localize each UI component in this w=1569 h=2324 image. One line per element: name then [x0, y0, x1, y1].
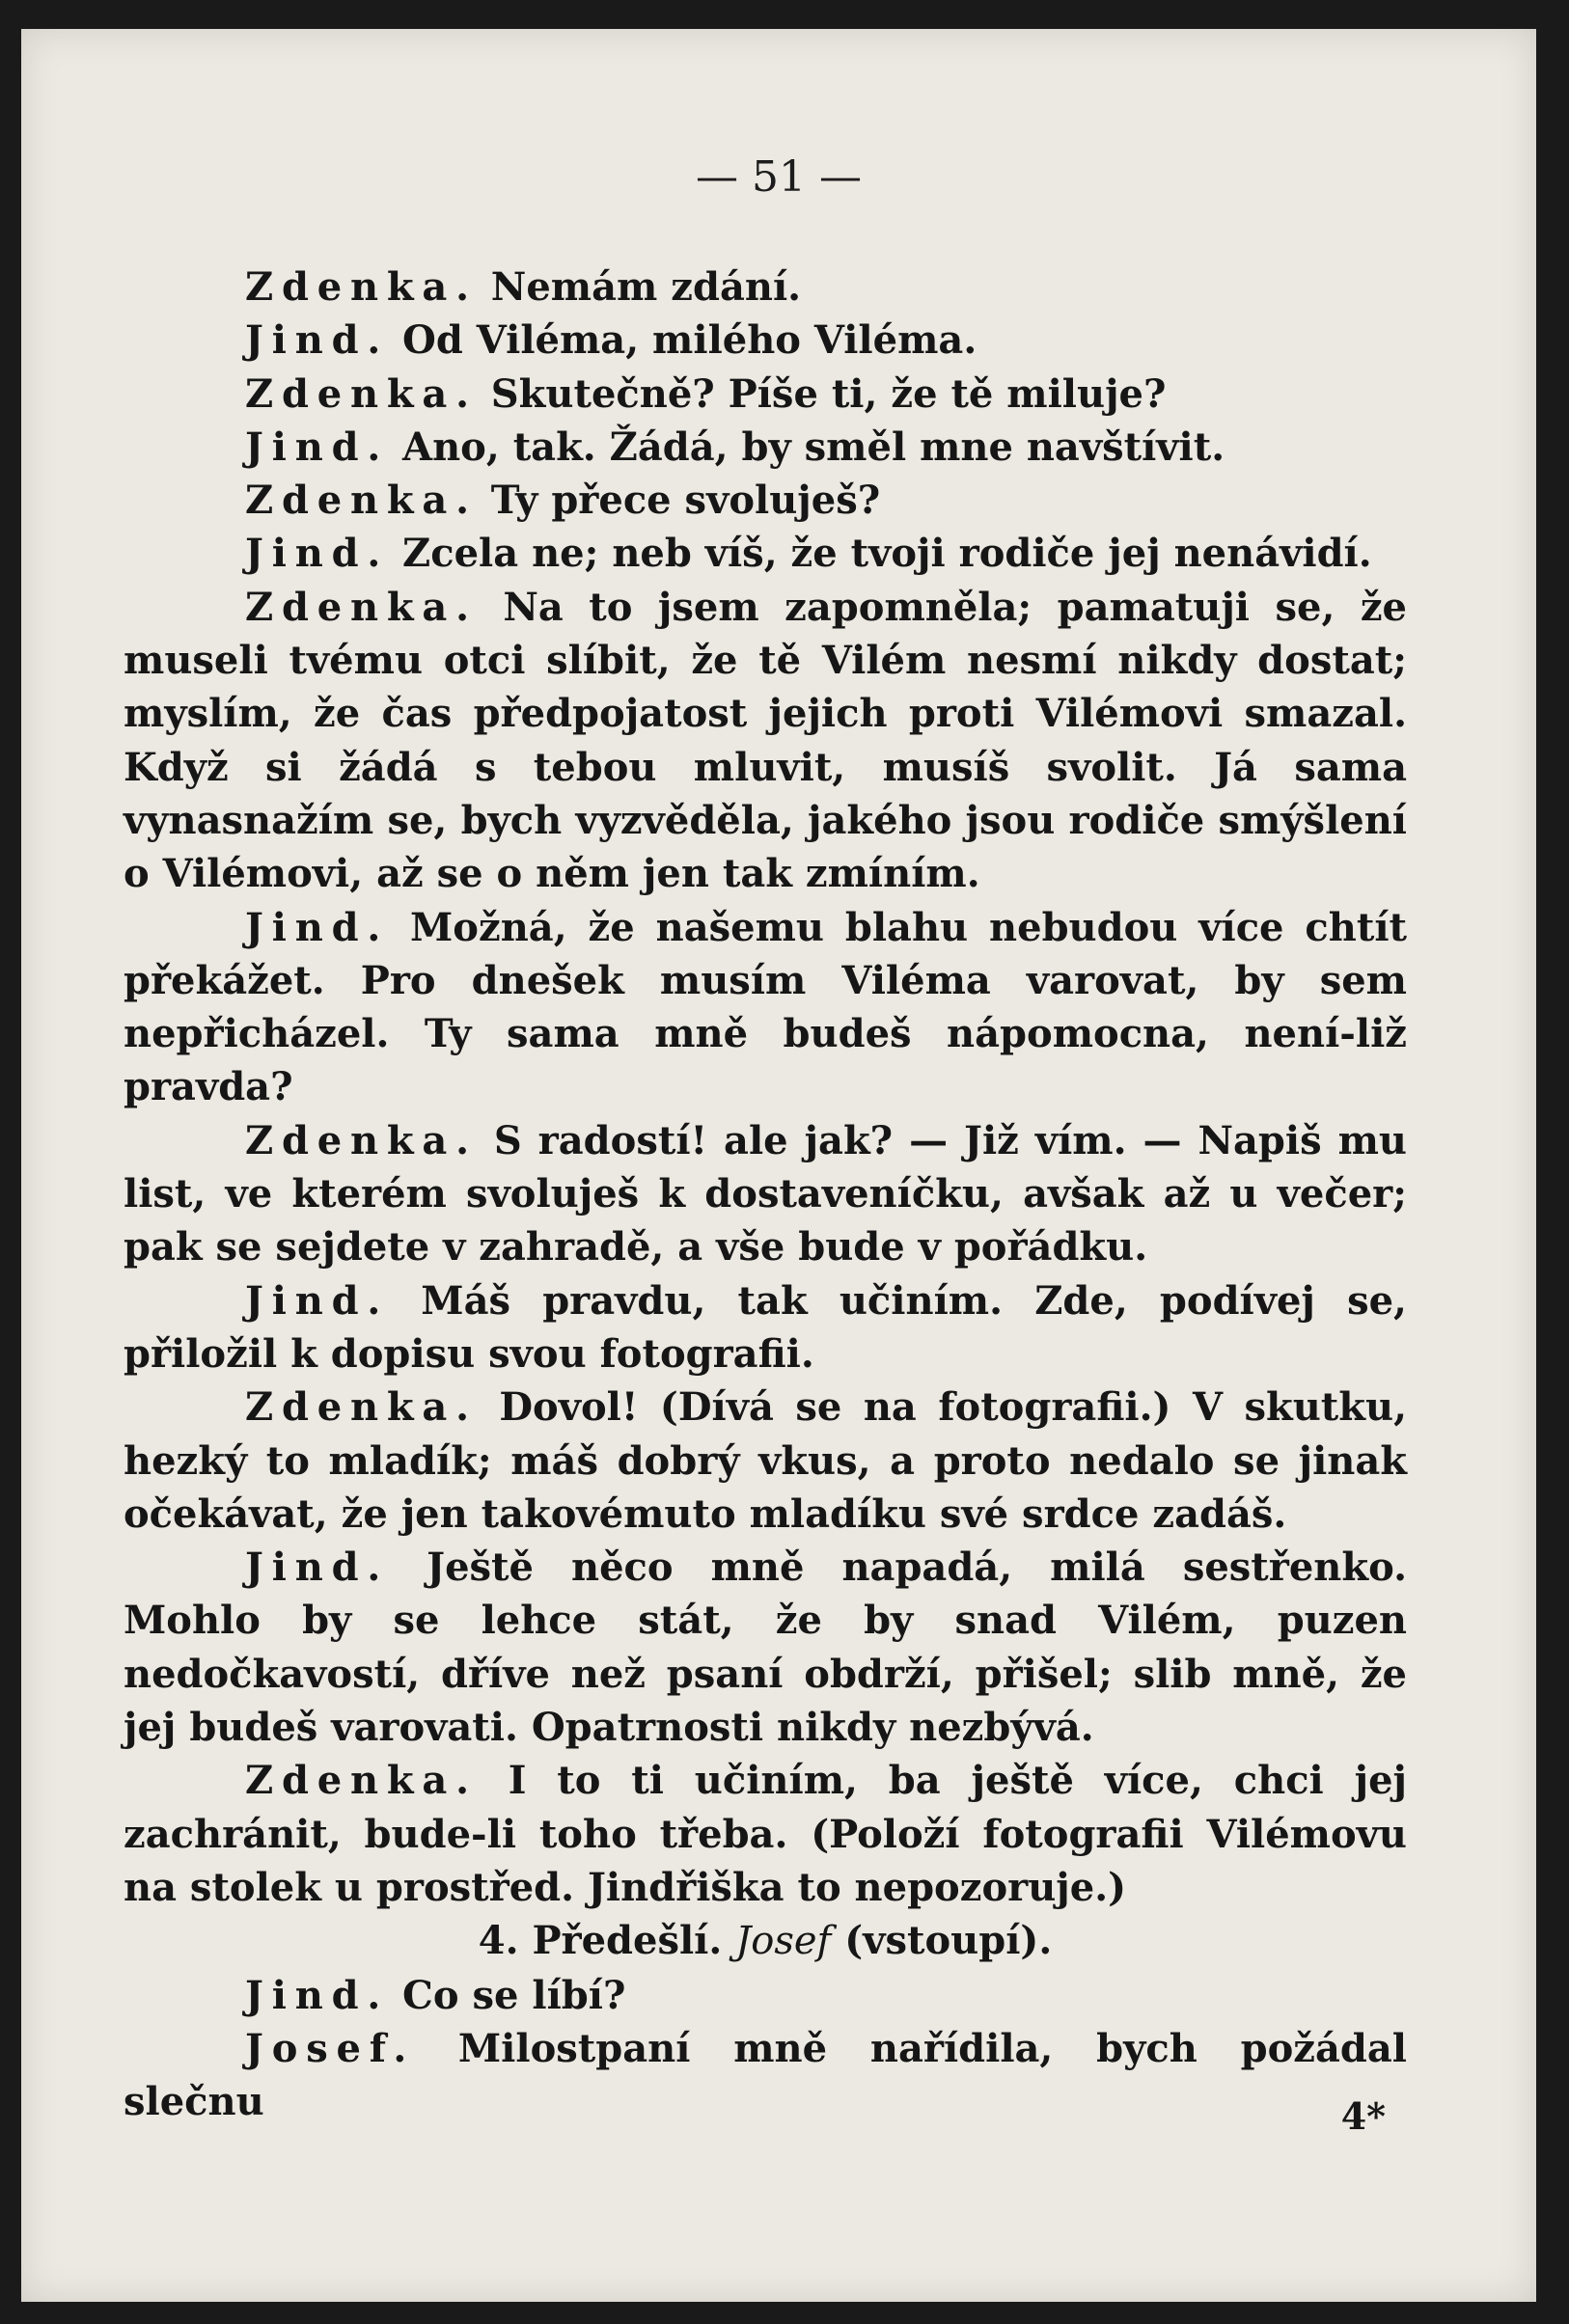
dialogue-line — [124, 2022, 1407, 2129]
speaker-name: Jind. — [245, 531, 390, 577]
line-text: I to ti učiním, ba ještě více, chci jej zachránit, bude-li toho třeba. (Položí fotografii Vilémovu na stolek u prostřed. Jindřiška to nepozoruje.) — [124, 1758, 1407, 1910]
dialogue-line — [124, 260, 1407, 314]
speaker-name: Jind. — [245, 1545, 390, 1591]
dialogue-line — [124, 1274, 1407, 1381]
line-text: Od Viléma, milého Viléma. — [402, 317, 977, 364]
line-text: Možná, že našemu blahu nebudou více chtít překážet. Pro dnešek musím Viléma varovat, by sem nepřicházel. Ty sama mně budeš nápomocna, není-liž pravda? — [124, 904, 1408, 1110]
scene-text-before: Předešlí. — [532, 1918, 723, 1964]
speaker-name: Jind. — [245, 1277, 390, 1324]
speaker-name: Jind. — [245, 317, 390, 364]
line-text: Milostpaní mně nařídila, bych požádal slečnu — [124, 2025, 1407, 2125]
speaker-name: Jind. — [245, 424, 390, 470]
speaker-name: Zdenka. — [245, 1758, 478, 1804]
dialogue-line — [124, 1381, 1407, 1541]
dialogue-before — [124, 260, 1407, 1914]
line-text: Na to jsem zapomněla; pamatuji se, že museli tvému otci slíbit, že tě Vilém nesmí nikdy dostat; myslím, že čas předpojatost jejich proti Vilémovi smazal. Když si žádá s tebou mluvit, musíš svolit. Já sama vynasnažím se, bych vyzvěděla, jakého jsou rodiče smýšlení o Vilémovi, až se o něm jen tak zmíním. — [124, 584, 1407, 897]
scene-person: Josef — [735, 1919, 832, 1964]
dialogue-line — [124, 314, 1407, 367]
scene-text-after: (vstoupí). — [844, 1918, 1053, 1964]
scene-heading — [124, 1914, 1407, 1968]
dialogue-line — [124, 527, 1407, 580]
speaker-name: Zdenka. — [245, 478, 478, 524]
speaker-name: Zdenka. — [245, 370, 478, 417]
dialogue-line — [124, 901, 1407, 1114]
dialogue-line — [124, 1969, 1407, 2022]
dialogue-line — [124, 1541, 1407, 1754]
speaker-name: Josef. — [245, 2025, 416, 2071]
page-number: — 51 — — [696, 152, 862, 202]
line-text: Ty přece svoluješ? — [490, 478, 881, 524]
dialogue-line — [124, 368, 1407, 421]
speaker-name: Jind. — [245, 1972, 390, 2018]
line-text: Zcela ne; neb víš, že tvoji rodiče jej nenávidí. — [402, 531, 1372, 577]
speaker-name: Zdenka. — [245, 584, 478, 630]
dialogue-line — [124, 581, 1407, 901]
line-text: Ano, tak. Žádá, by směl mne navštívit. — [402, 424, 1225, 470]
book-page — [21, 29, 1536, 2302]
speaker-name: Zdenka. — [245, 1117, 478, 1163]
dialogue-text — [124, 260, 1407, 2128]
line-text: S radostí! ale jak? — Již vím. — Napiš mu list, ve kterém svoluješ k dostaveníčku, avšak až u večer; pak se sejdete v zahradě, a vše bude v pořádku. — [124, 1117, 1407, 1271]
dialogue-line — [124, 421, 1407, 474]
dialogue-line — [124, 1754, 1407, 1914]
dialogue-after — [124, 1969, 1407, 2129]
line-text: Dovol! (Dívá se na fotografii.) V skutku, hezký to mladík; máš dobrý vkus, a proto nedalo se jinak očekávat, že jen takovémuto mladíku své srdce zadáš. — [124, 1384, 1407, 1537]
line-text: Máš pravdu, tak učiním. Zde, podívej se, přiložil k dopisu svou fotografii. — [124, 1277, 1407, 1377]
signature-mark: 4* — [1340, 2094, 1386, 2138]
line-text: Ještě něco mně napadá, milá sestřenko. Mohlo by se lehce stát, že by snad Vilém, puzen nedočkavostí, dříve než psaní obdrží, přišel; slib mně, že jej budeš varovati. Opatrnosti nikdy nezbývá. — [124, 1545, 1407, 1751]
speaker-name: Zdenka. — [245, 1384, 478, 1431]
speaker-name: Zdenka. — [245, 264, 478, 310]
dialogue-line — [124, 1114, 1407, 1274]
scene-number: 4. — [478, 1918, 519, 1964]
dialogue-line — [124, 474, 1407, 527]
line-text: Nemám zdání. — [490, 264, 802, 310]
line-text: Skutečně? Píše ti, že tě miluje? — [490, 370, 1167, 417]
speaker-name: Jind. — [245, 904, 390, 950]
line-text: Co se líbí? — [402, 1972, 626, 2018]
